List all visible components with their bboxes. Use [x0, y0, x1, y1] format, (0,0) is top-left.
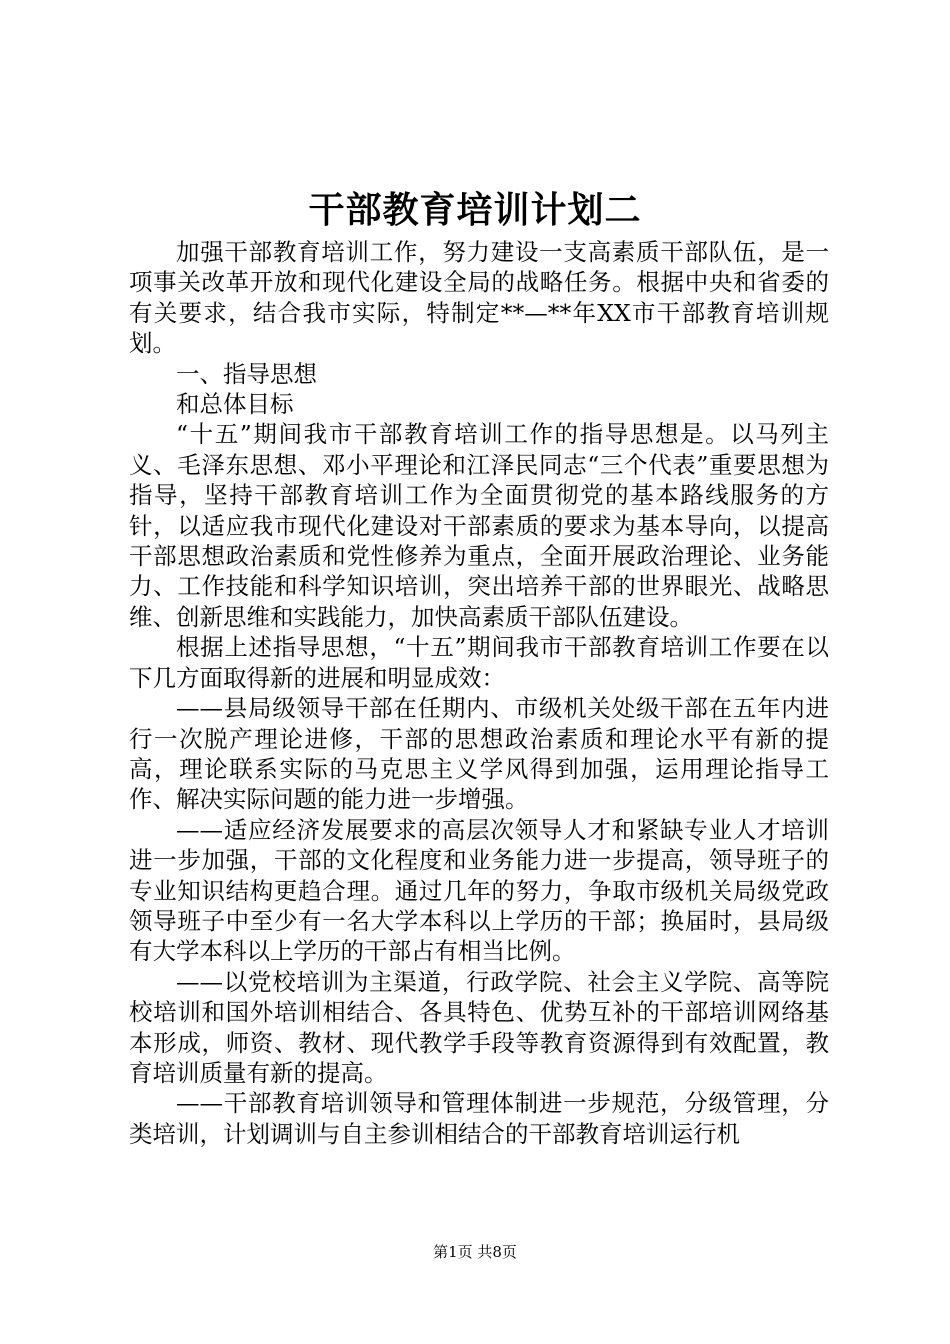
section-heading-guiding-ideology: 一、指导思想	[176, 359, 317, 388]
paragraph-guiding-ideology: “十五”期间我市干部教育培训工作的指导思想是。以马列主义、毛泽东思想、邓小平理论和江泽民同志“三个代表”重要思想为指导，坚持干部教育培训工作为全面贯彻党的基本路线服务的方针，以适应我市现代化建设对干部素质的要求为基本导向，以提高干部思想政治素质和党性修养为重点，全面开展政治理论、业务能力、工作技能和科学知识培训，突出培养干部的世界眼光、战略思维、创新思维和实践能力，加快高素质干部队伍建设。	[129, 420, 829, 631]
section-heading-overall-goals: 和总体目标	[176, 390, 294, 419]
paragraph-intro: 加强干部教育培训工作，努力建设一支高素质干部队伍，是一项事关改革开放和现代化建设全局的战略任务。根据中央和省委的有关要求，结合我市实际，特制定**—**年XX市干部教育培训规划。	[129, 238, 829, 358]
paragraph-goals-intro: 根据上述指导思想，“十五”期间我市干部教育培训工作要在以下几方面取得新的进展和明显成效：	[129, 633, 829, 692]
paragraph-goal-2: ——适应经济发展要求的高层次领导人才和紧缺专业人才培训进一步加强，干部的文化程度和业务能力进一步提高，领导班子的专业知识结构更趋合理。通过几年的努力，争取市级机关局级党政领导班子中至少有一名大学本科以上学历的干部；换届时，县局级有大学本科以上学历的干部占有相当比例。	[129, 815, 829, 966]
document-title: 干部教育培训计划二	[308, 189, 642, 231]
paragraph-goal-4: ——干部教育培训领导和管理体制进一步规范，分级管理，分类培训，计划调训与自主参训相结合的干部教育培训运行机	[129, 1089, 829, 1148]
paragraph-goal-1: ——县局级领导干部在任期内、市级机关处级干部在五年内进行一次脱产理论进修，干部的思想政治素质和理论水平有新的提高，理论联系实际的马克思主义学风得到加强，运用理论指导工作、解决实际问题的能力进一步增强。	[129, 694, 829, 814]
page-number-footer: 第1页 共8页	[433, 1243, 517, 1261]
paragraph-goal-3: ——以党校培训为主渠道，行政学院、社会主义学院、高等院校培训和国外培训相结合、各具特色、优势互补的干部培训网络基本形成，师资、教材、现代教学手段等教育资源得到有效配置，教育培训质量有新的提高。	[129, 967, 829, 1087]
document-body	[129, 237, 829, 1149]
